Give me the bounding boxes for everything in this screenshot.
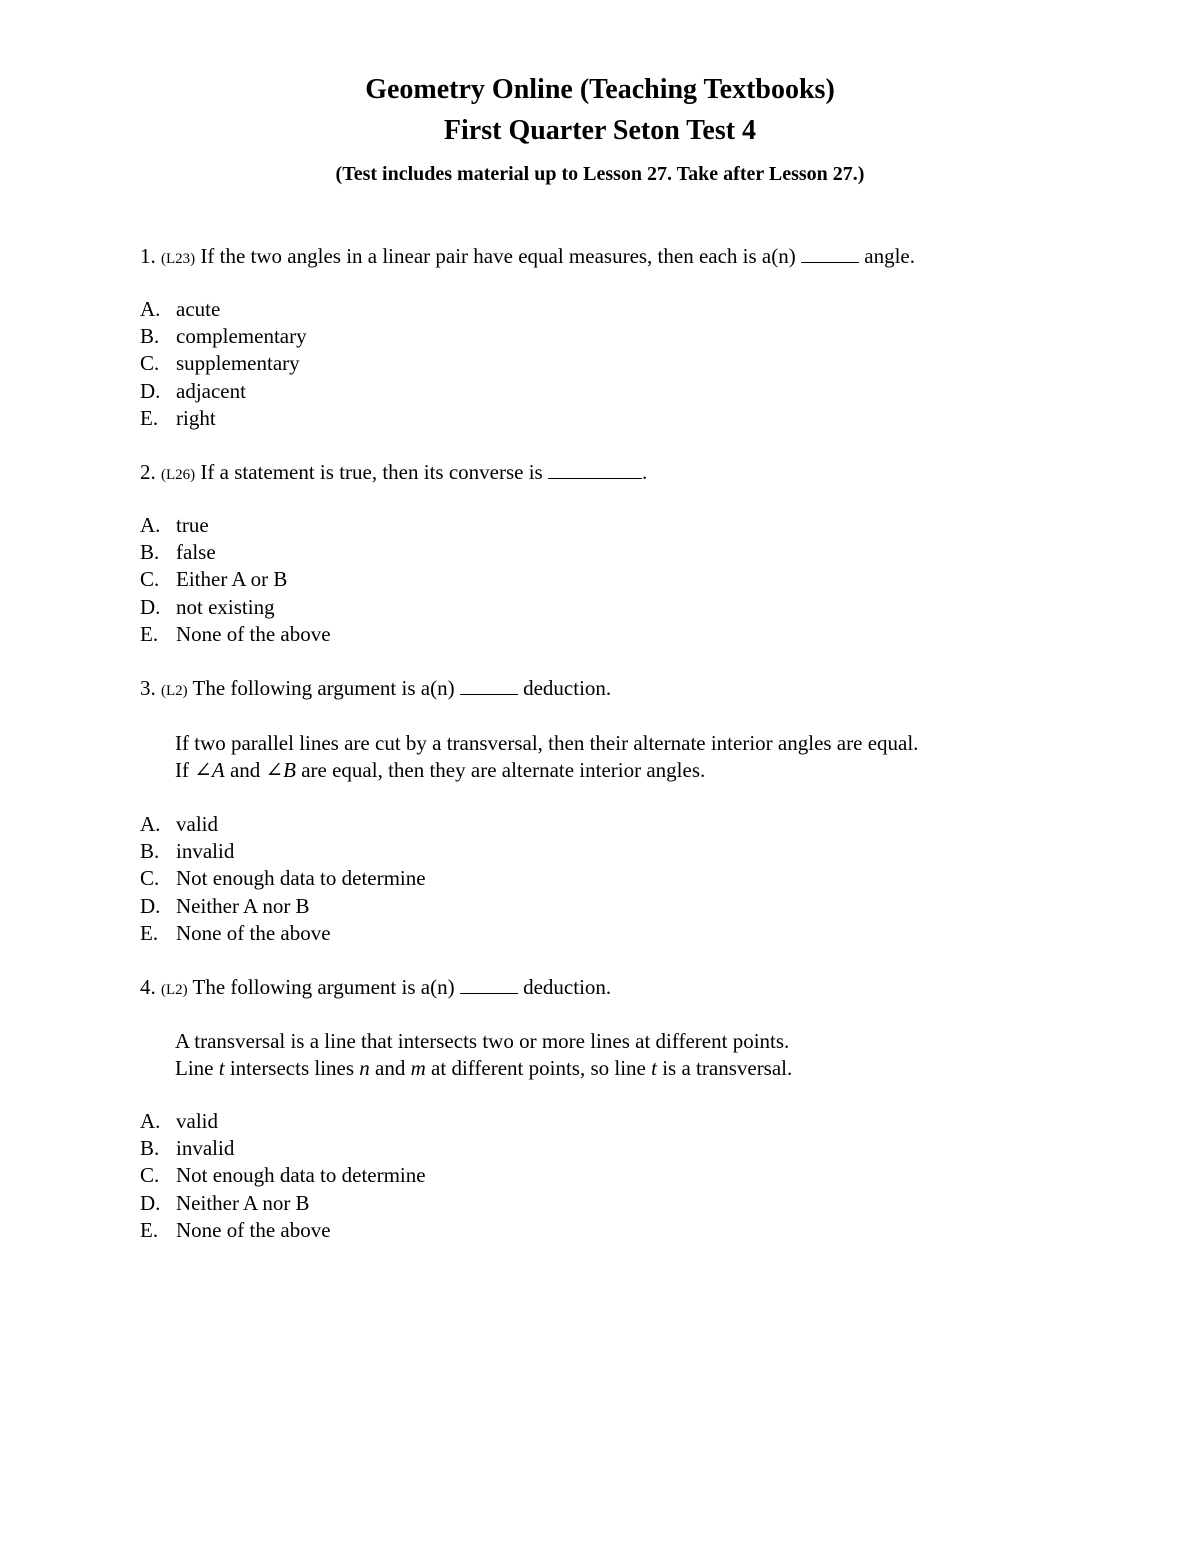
option-a: A. true bbox=[140, 513, 209, 537]
argument-line-2: If ∠A and ∠B are equal, then they are alternate interior angles. bbox=[175, 757, 706, 782]
option-b: B. invalid bbox=[140, 1136, 235, 1161]
lesson-reference: (L2) bbox=[161, 683, 188, 699]
lesson-reference: (L2) bbox=[161, 982, 188, 998]
argument-line-1: If two parallel lines are cut by a transversal, then their alternate interior angles are equal. bbox=[175, 731, 919, 755]
question-3-stem bbox=[140, 675, 611, 704]
argument-line-2: Line t intersects lines n and m at different points, so line t is a transversal. bbox=[175, 1055, 793, 1080]
question-number: 4. bbox=[140, 975, 156, 999]
question-1-options bbox=[140, 296, 307, 432]
angle-symbol: ∠ bbox=[194, 757, 212, 782]
option-c: C. supplementary bbox=[140, 351, 300, 376]
option-a: A. valid bbox=[140, 812, 218, 836]
answer-blank bbox=[460, 975, 518, 994]
answer-blank bbox=[460, 676, 518, 695]
test-scope-note: (Test includes material up to Lesson 27. Take after Lesson 27.) bbox=[335, 163, 865, 185]
option-b: B. complementary bbox=[140, 324, 307, 349]
option-c: C. Not enough data to determine bbox=[140, 866, 426, 891]
question-text: The following argument is a(n) bbox=[192, 676, 455, 700]
option-d: D. Neither A nor B bbox=[140, 1190, 310, 1215]
option-b: B. false bbox=[140, 540, 216, 565]
answer-blank bbox=[548, 460, 642, 479]
question-text: If a statement is true, then its converse is bbox=[200, 460, 543, 484]
option-a: A. valid bbox=[140, 1109, 218, 1133]
option-e: E. None of the above bbox=[140, 920, 331, 945]
option-a: A. acute bbox=[140, 297, 221, 321]
option-c: C. Not enough data to determine bbox=[140, 1163, 426, 1188]
argument-line-1: A transversal is a line that intersects two or more lines at different points. bbox=[175, 1029, 790, 1053]
question-3-options bbox=[140, 811, 426, 947]
question-3-argument bbox=[175, 730, 918, 783]
question-number: 2. bbox=[140, 460, 156, 484]
question-number: 1. bbox=[140, 244, 156, 268]
lesson-reference: (L26) bbox=[161, 467, 196, 483]
question-text-end: deduction. bbox=[523, 676, 612, 700]
question-4-stem bbox=[140, 974, 611, 1003]
question-4-argument bbox=[175, 1028, 792, 1081]
question-text-end: angle. bbox=[864, 244, 915, 268]
question-1-stem bbox=[140, 243, 915, 272]
question-text-end: deduction. bbox=[523, 975, 612, 999]
option-e: E. right bbox=[140, 405, 216, 430]
option-d: D. adjacent bbox=[140, 378, 246, 403]
angle-symbol: ∠ bbox=[265, 757, 284, 782]
question-2-stem bbox=[140, 459, 647, 488]
page-title: Geometry Online (Teaching Textbooks) bbox=[365, 74, 835, 105]
option-c: C. Either A or B bbox=[140, 567, 288, 592]
page-subtitle-test-name: First Quarter Seton Test 4 bbox=[443, 115, 757, 146]
question-text: The following argument is a(n) bbox=[192, 975, 455, 999]
question-4-options bbox=[140, 1108, 426, 1244]
option-b: B. invalid bbox=[140, 839, 235, 864]
option-e: E. None of the above bbox=[140, 621, 331, 646]
answer-blank bbox=[801, 244, 859, 263]
option-d: D. not existing bbox=[140, 594, 275, 619]
question-text: If the two angles in a linear pair have equal measures, then each is a(n) bbox=[200, 244, 796, 268]
question-number: 3. bbox=[140, 676, 156, 700]
question-text-end: . bbox=[641, 460, 648, 484]
question-2-options bbox=[140, 512, 331, 648]
option-e: E. None of the above bbox=[140, 1217, 331, 1242]
option-d: D. Neither A nor B bbox=[140, 893, 310, 918]
lesson-reference: (L23) bbox=[161, 251, 196, 267]
